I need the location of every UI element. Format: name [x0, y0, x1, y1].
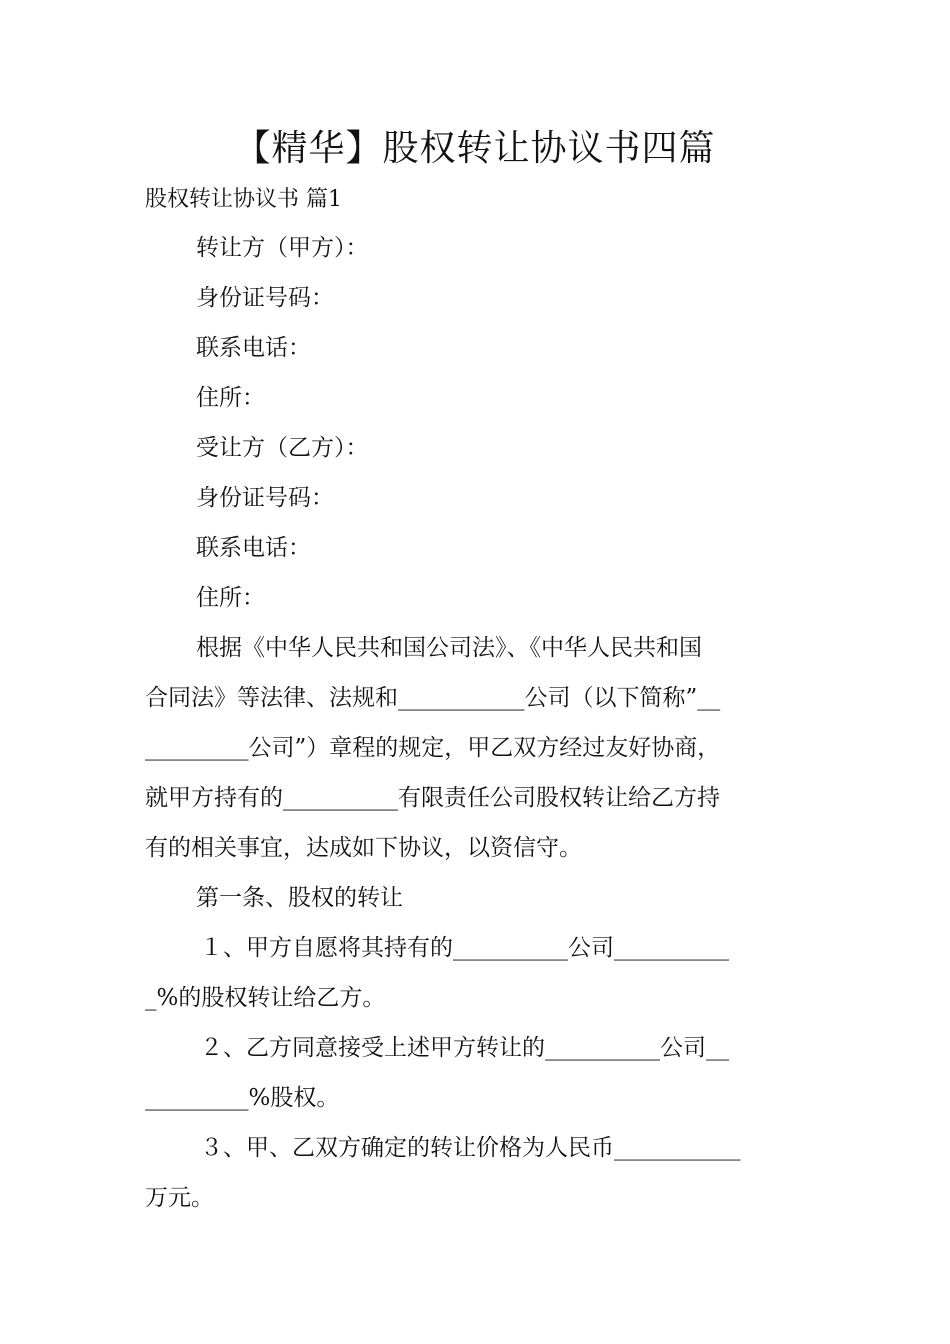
transferee-id-label: 身份证号码： [196, 485, 334, 511]
transferee-label: 受让方（乙方）： [196, 435, 369, 461]
clause-3-line-1: ３、甲、乙双方确定的转让价格为人民币___________ [200, 1135, 741, 1161]
clause-1-line-1: １、甲方自愿将其持有的__________公司__________ [200, 935, 729, 961]
clause-2-line-1: ２、乙方同意接受上述甲方转让的__________公司__ [200, 1035, 729, 1061]
preamble-line-5: 有的相关事宜，达成如下协议，以资信守。 [145, 835, 582, 861]
transferor-id-label: 身份证号码： [196, 285, 334, 311]
preamble-line-1: 根据《中华人民共和国公司法》、《中华人民共和国 [196, 635, 702, 661]
document-title: 【精华】股权转让协议书四篇 [234, 128, 716, 169]
clause-2-line-2: _________%股权。 [145, 1085, 340, 1111]
transferor-address-label: 住所： [196, 385, 265, 411]
transferor-phone-label: 联系电话： [196, 335, 311, 361]
preamble-line-4: 就甲方持有的__________有限责任公司股权转让给乙方持 [145, 785, 720, 811]
clause-1-line-2: _%的股权转让给乙方。 [145, 985, 386, 1011]
article-1-heading: 第一条、股权的转让 [196, 885, 403, 911]
transferee-address-label: 住所： [196, 585, 265, 611]
transferee-phone-label: 联系电话： [196, 535, 311, 561]
preamble-line-3: _________公司”）章程的规定，甲乙双方经过友好协商， [145, 735, 721, 761]
document-subtitle: 股权转让协议书 篇1 [145, 187, 342, 212]
transferor-label: 转让方（甲方）： [196, 235, 369, 261]
clause-3-line-2: 万元。 [145, 1185, 214, 1211]
preamble-line-2: 合同法》等法律、法规和___________公司（以下简称”__ [145, 685, 721, 711]
